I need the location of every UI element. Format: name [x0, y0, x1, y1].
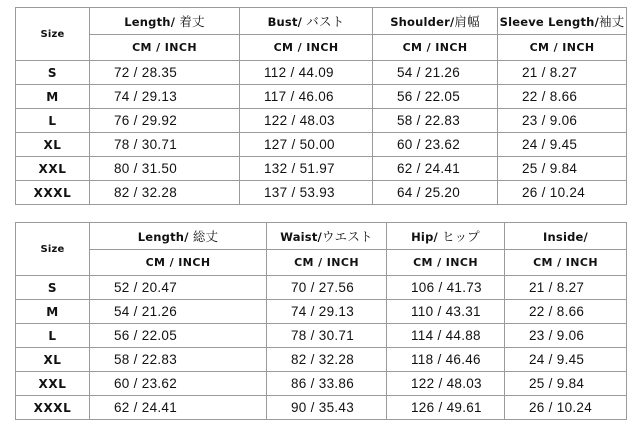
measurement-cell: 54 / 21.26: [90, 300, 267, 324]
measurement-cell: 74 / 29.13: [90, 85, 240, 109]
measurement-cell: 21 / 8.27: [498, 61, 627, 85]
unit-label: CM / INCH: [240, 35, 373, 61]
measurement-cell: 52 / 20.47: [90, 276, 267, 300]
measurement-cell: 82 / 32.28: [90, 181, 240, 205]
unit-row: [16, 35, 627, 61]
header-row: [16, 8, 627, 35]
column-title-jp: バスト: [306, 14, 345, 29]
column-header-waist: [267, 223, 387, 250]
measurement-cell: 24 / 9.45: [505, 348, 627, 372]
measurement-cell: 58 / 22.83: [90, 348, 267, 372]
size-header: Size: [16, 8, 90, 61]
column-title-jp: 着丈: [179, 14, 205, 29]
table-row: [16, 396, 627, 420]
measurement-cell: 60 / 23.62: [90, 372, 267, 396]
size-cell: S: [16, 61, 90, 85]
column-title-jp: 総丈: [192, 229, 219, 244]
column-title: Shoulder/: [390, 15, 455, 29]
measurement-cell: 58 / 22.83: [373, 109, 498, 133]
measurement-cell: 118 / 46.46: [387, 348, 505, 372]
column-title-jp: ヒップ: [442, 229, 480, 244]
measurement-cell: 90 / 35.43: [267, 396, 387, 420]
size-cell: XXL: [16, 157, 90, 181]
column-title: Bust/: [267, 15, 303, 29]
table-row: [16, 85, 627, 109]
unit-label: CM / INCH: [90, 250, 267, 276]
column-header-inside: [505, 223, 627, 250]
measurement-cell: 112 / 44.09: [240, 61, 373, 85]
measurement-cell: 64 / 25.20: [373, 181, 498, 205]
table-row: [16, 372, 627, 396]
column-title-jp: 袖丈: [598, 14, 625, 29]
measurement-cell: 122 / 48.03: [240, 109, 373, 133]
measurement-cell: 80 / 31.50: [90, 157, 240, 181]
size-cell: L: [16, 324, 90, 348]
size-cell: M: [16, 300, 90, 324]
measurement-cell: 23 / 9.06: [498, 109, 627, 133]
measurement-cell: 78 / 30.71: [267, 324, 387, 348]
measurement-cell: 114 / 44.88: [387, 324, 505, 348]
column-title: Length/: [137, 230, 189, 244]
measurement-cell: 70 / 27.56: [267, 276, 387, 300]
size-cell: XL: [16, 133, 90, 157]
measurement-cell: 26 / 10.24: [498, 181, 627, 205]
table-row: [16, 133, 627, 157]
measurement-cell: 82 / 32.28: [267, 348, 387, 372]
table-row: [16, 276, 627, 300]
measurement-cell: 122 / 48.03: [387, 372, 505, 396]
table-row: [16, 324, 627, 348]
column-header-shoulder: [373, 8, 498, 35]
unit-row: [16, 250, 627, 276]
size-header: Size: [16, 223, 90, 276]
size-cell: L: [16, 109, 90, 133]
unit-label: CM / INCH: [373, 35, 498, 61]
measurement-cell: 117 / 46.06: [240, 85, 373, 109]
column-title: Sleeve Length/: [499, 15, 599, 29]
column-title-jp: 肩幅: [454, 14, 480, 29]
unit-label: CM / INCH: [267, 250, 387, 276]
measurement-cell: 24 / 9.45: [498, 133, 627, 157]
measurement-cell: 21 / 8.27: [505, 276, 627, 300]
column-title: Hip/: [411, 230, 438, 244]
measurement-cell: 26 / 10.24: [505, 396, 627, 420]
unit-label: CM / INCH: [90, 35, 240, 61]
table-row: [16, 300, 627, 324]
size-cell: XXXL: [16, 181, 90, 205]
measurement-cell: 137 / 53.93: [240, 181, 373, 205]
measurement-cell: 25 / 9.84: [505, 372, 627, 396]
size-cell: M: [16, 85, 90, 109]
measurement-cell: 132 / 51.97: [240, 157, 373, 181]
table-row: [16, 181, 627, 205]
table-row: [16, 157, 627, 181]
unit-label: CM / INCH: [505, 250, 627, 276]
measurement-cell: 110 / 43.31: [387, 300, 505, 324]
measurement-cell: 127 / 50.00: [240, 133, 373, 157]
measurement-cell: 22 / 8.66: [505, 300, 627, 324]
measurement-cell: 54 / 21.26: [373, 61, 498, 85]
column-title: Waist/: [280, 230, 322, 244]
table-row: [16, 61, 627, 85]
measurement-cell: 106 / 41.73: [387, 276, 505, 300]
measurement-cell: 23 / 9.06: [505, 324, 627, 348]
measurement-cell: 62 / 24.41: [373, 157, 498, 181]
measurement-cell: 22 / 8.66: [498, 85, 627, 109]
column-header-hip: [387, 223, 505, 250]
column-title-jp: ウエスト: [321, 229, 373, 244]
measurement-cell: 86 / 33.86: [267, 372, 387, 396]
header-row: [16, 223, 627, 250]
size-chart-bottom-table: [15, 222, 627, 420]
measurement-cell: 78 / 30.71: [90, 133, 240, 157]
column-title: Length/: [124, 15, 176, 29]
measurement-cell: 74 / 29.13: [267, 300, 387, 324]
size-chart-top-table: [15, 7, 627, 205]
measurement-cell: 76 / 29.92: [90, 109, 240, 133]
measurement-cell: 60 / 23.62: [373, 133, 498, 157]
column-header-sleeve-length: [498, 8, 627, 35]
column-header-bust: [240, 8, 373, 35]
size-cell: S: [16, 276, 90, 300]
column-header-length: [90, 8, 240, 35]
table-row: [16, 109, 627, 133]
measurement-cell: 25 / 9.84: [498, 157, 627, 181]
measurement-cell: 126 / 49.61: [387, 396, 505, 420]
table-row: [16, 348, 627, 372]
measurement-cell: 72 / 28.35: [90, 61, 240, 85]
size-cell: XL: [16, 348, 90, 372]
size-cell: XXL: [16, 372, 90, 396]
column-header-length: [90, 223, 267, 250]
measurement-cell: 56 / 22.05: [373, 85, 498, 109]
measurement-cell: 62 / 24.41: [90, 396, 267, 420]
column-title: Inside/: [543, 229, 588, 244]
size-cell: XXXL: [16, 396, 90, 420]
unit-label: CM / INCH: [387, 250, 505, 276]
measurement-cell: 56 / 22.05: [90, 324, 267, 348]
unit-label: CM / INCH: [498, 35, 627, 61]
